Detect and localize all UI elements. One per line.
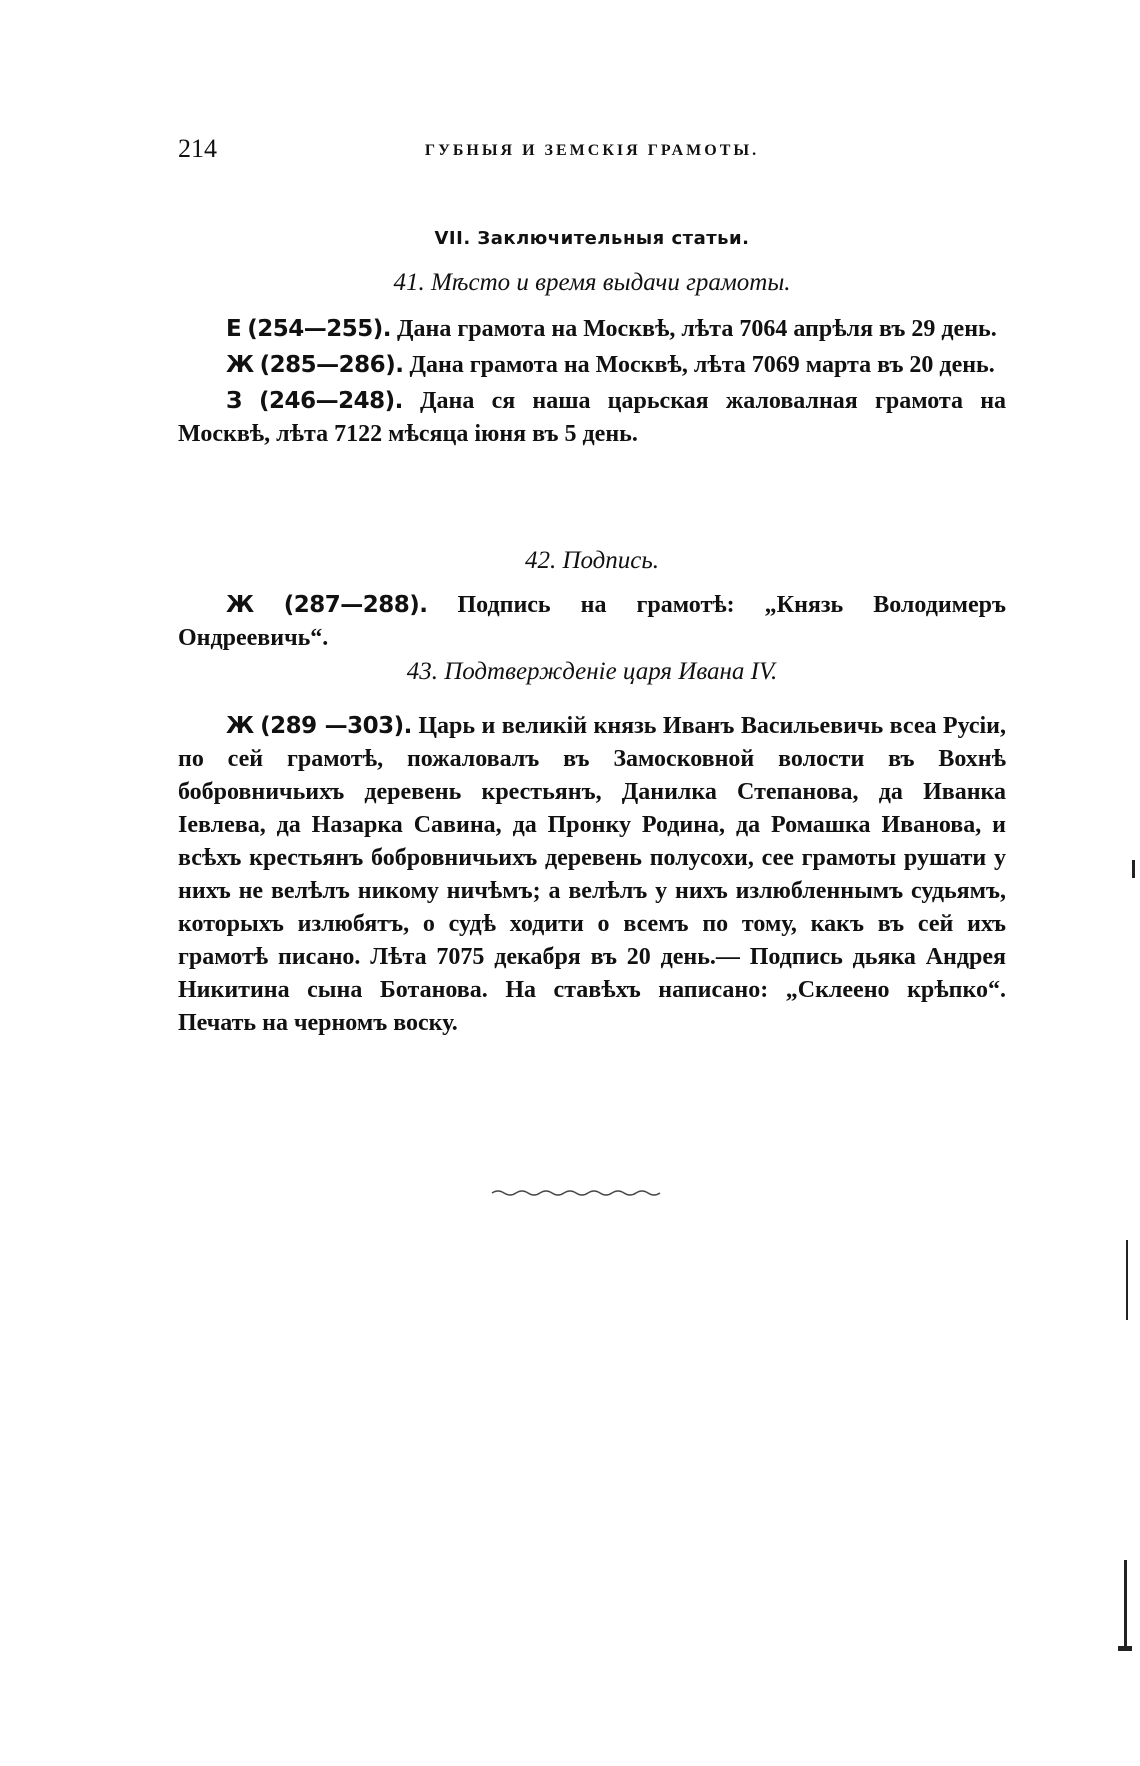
entry-text: Царь и великій князь Иванъ Васильевичь всеа Русіи, по сей грамотѣ, пожаловалъ въ Замосковной волости въ Вохнѣ бобровничьихъ деревень крестьянъ, Данилка Степанова, да Иванка Іевлева, да Назарка Савина, да Пронку Родина, да Ромашка Иванова, и всѣхъ крестьянъ бобровничьихъ деревень полусохи, сее грамоты рушати у нихъ не велѣлъ никому ничѣмъ; а велѣлъ у нихъ излюбленнымъ судьямъ, которыхъ излюбятъ, о судѣ ходити о всемъ по тому, какъ въ сей ихъ грамотѣ писано. Лѣта 7075 декабря въ 20 день.— Подпись дьяка Андрея Никитина сына Ботанова. На ставѣхъ написано: „Склеено крѣпко“. Печать на черномъ воску. <box>178 713 1006 1036</box>
entry-siglum: Ж <box>226 592 254 618</box>
entry-siglum: Ж <box>226 352 254 378</box>
entry-siglum: Е <box>226 316 242 342</box>
entry-siglum: Ж <box>226 713 254 739</box>
scan-artifact <box>1132 860 1135 878</box>
article-heading: 43. Подтвержденіе царя Ивана IV. <box>406 658 778 685</box>
article-42 <box>178 544 1006 655</box>
entry <box>178 589 1006 655</box>
page-number: 214 <box>178 134 217 163</box>
scan-artifact <box>1118 1646 1132 1651</box>
entry-text: Дана грамота на Москвѣ, лѣта 7069 марта въ 20 день. <box>409 352 995 378</box>
entry-text: Дана ся наша царьская жаловалная грамота на Москвѣ, лѣта 7122 мѣсяца іюня въ 5 день. <box>178 388 1007 447</box>
entry-range: (246—248). <box>259 388 403 414</box>
running-title: ГУБНЫЯ И ЗЕМСКІЯ ГРАМОТЫ. <box>424 142 760 159</box>
scan-artifact <box>1126 1240 1128 1320</box>
end-ornament <box>490 1187 670 1197</box>
running-header <box>178 134 1006 174</box>
entry-siglum: З <box>226 388 242 414</box>
entry <box>178 385 1006 451</box>
entry <box>178 349 1006 382</box>
entry-range: (287—288). <box>283 592 428 618</box>
entry-range: (289 —303). <box>260 713 412 739</box>
entry-text: Дана грамота на Москвѣ, лѣта 7064 апрѣля въ 29 день. <box>397 316 997 342</box>
section-title: VII. Заключительныя статьи. <box>434 228 750 249</box>
scan-artifact <box>1124 1560 1127 1650</box>
article-heading: 42. Подпись. <box>524 547 660 574</box>
article-heading: 41. Мѣсто и время выдачи грамоты. <box>393 269 791 296</box>
entry <box>178 313 1006 346</box>
entry <box>178 710 1006 1040</box>
entry-range: (285—286). <box>259 352 404 378</box>
article-43 <box>178 655 1006 1040</box>
entry-text: Подпись на грамотѣ: „Князь Володимеръ Ондреевичь“. <box>178 592 1007 651</box>
article-41 <box>178 266 1006 451</box>
entry-range: (254—255). <box>247 316 391 342</box>
